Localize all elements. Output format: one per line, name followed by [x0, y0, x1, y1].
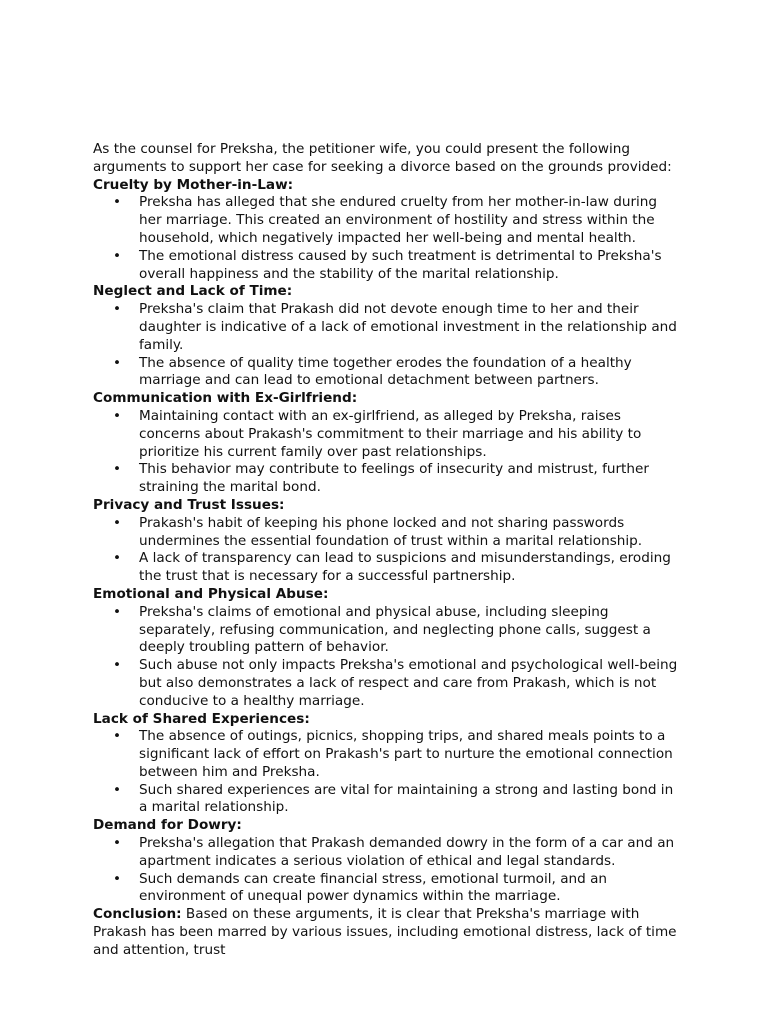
- bullet-point: • Such shared experiences are vital for maintaining a strong and lasting bond in a marital relationship.: [93, 782, 683, 818]
- section: [93, 497, 683, 586]
- section: [93, 711, 683, 818]
- conclusion-paragraph: [93, 906, 683, 959]
- section: [93, 586, 683, 711]
- section-heading: Emotional and Physical Abuse:: [93, 585, 329, 602]
- section-heading: Neglect and Lack of Time:: [93, 283, 293, 300]
- conclusion-label: Conclusion:: [93, 906, 182, 923]
- section: [93, 817, 683, 906]
- section-heading: Privacy and Trust Issues:: [93, 496, 285, 513]
- conclusion-text: Based on these arguments, it is clear that Preksha's marriage with Prakash has been marred by various issues, including emotional distress, lack of time and attention, trust: [93, 906, 677, 958]
- bullet-point: • The absence of outings, picnics, shopping trips, and shared meals points to a significant lack of effort on Prakash's part to nurture the emotional connection between him and Preksha.: [93, 728, 683, 781]
- section: [93, 177, 683, 284]
- bullet-list: [93, 515, 683, 586]
- section: [93, 390, 683, 497]
- bullet-point: • Maintaining contact with an ex-girlfriend, as alleged by Preksha, raises concerns about Prakash's commitment to their marriage and his ability to prioritize his current family over past relationships.: [93, 408, 683, 461]
- section-heading: Lack of Shared Experiences:: [93, 710, 310, 727]
- bullet-point: • Preksha's allegation that Prakash demanded dowry in the form of a car and an apartment indicates a serious violation of ethical and legal standards.: [93, 835, 683, 871]
- bullet-point: • Preksha's claims of emotional and physical abuse, including sleeping separately, refusing communication, and neglecting phone calls, suggest a deeply troubling pattern of behavior.: [93, 604, 683, 657]
- bullet-point: • Preksha's claim that Prakash did not devote enough time to her and their daughter is indicative of a lack of emotional investment in the relationship and family.: [93, 301, 683, 354]
- bullet-list: [93, 408, 683, 497]
- bullet-point: • Preksha has alleged that she endured cruelty from her mother-in-law during her marriage. This created an environment of hostility and stress within the household, which negatively impacted her well-being and mental health.: [93, 194, 683, 247]
- bullet-point: • The emotional distress caused by such treatment is detrimental to Preksha's overall happiness and the stability of the marital relationship.: [93, 248, 683, 284]
- section: [93, 283, 683, 390]
- bullet-point: • Such demands can create financial stress, emotional turmoil, and an environment of unequal power dynamics within the marriage.: [93, 871, 683, 907]
- bullet-list: [93, 728, 683, 817]
- section-heading: Communication with Ex-Girlfriend:: [93, 390, 358, 407]
- intro-text: As the counsel for Preksha, the petitioner wife, you could present the following arguments to support her case for seeking a divorce based on the grounds provided:: [93, 141, 672, 175]
- bullet-list: [93, 835, 683, 906]
- bullet-point: • Prakash's habit of keeping his phone locked and not sharing passwords undermines the essential foundation of trust within a marital relationship.: [93, 515, 683, 551]
- section-heading: Demand for Dowry:: [93, 817, 242, 834]
- bullet-list: [93, 604, 683, 711]
- bullet-list: [93, 301, 683, 390]
- sections-container: [93, 177, 683, 907]
- section-heading: Cruelty by Mother-in-Law:: [93, 176, 294, 193]
- bullet-point: • This behavior may contribute to feelings of insecurity and mistrust, further straining the marital bond.: [93, 461, 683, 497]
- bullet-list: [93, 194, 683, 283]
- intro-paragraph: [93, 141, 683, 177]
- bullet-point: • The absence of quality time together erodes the foundation of a healthy marriage and can lead to emotional detachment between partners.: [93, 355, 683, 391]
- bullet-point: • Such abuse not only impacts Preksha's emotional and psychological well-being but also demonstrates a lack of respect and care from Prakash, which is not conducive to a healthy marriage.: [93, 657, 683, 710]
- document-page: [93, 141, 683, 960]
- bullet-point: • A lack of transparency can lead to suspicions and misunderstandings, eroding the trust that is necessary for a successful partnership.: [93, 550, 683, 586]
